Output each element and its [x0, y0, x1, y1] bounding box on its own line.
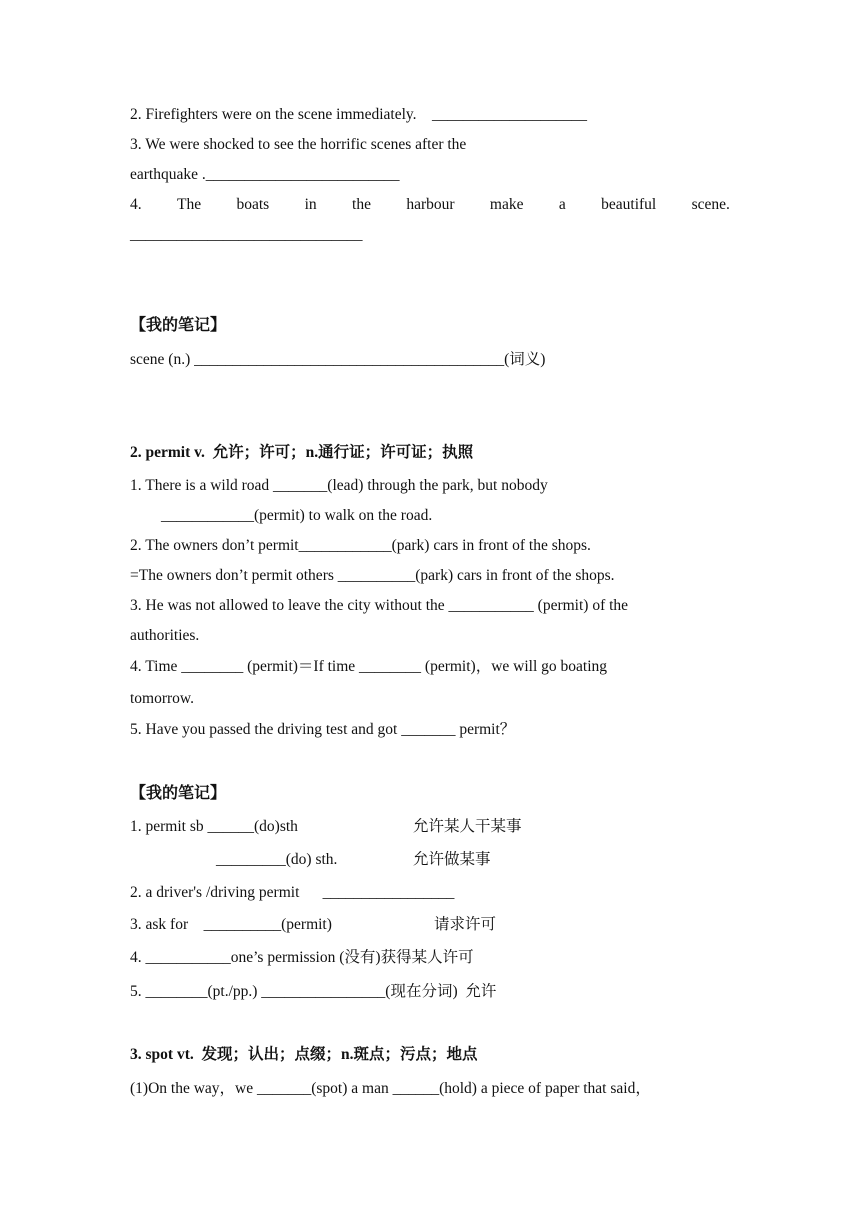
answer-blank: ______________________________: [130, 226, 363, 243]
exercise-line: tomorrow.: [130, 690, 194, 707]
word: boats: [236, 196, 270, 213]
justified-exercise-line: [130, 195, 730, 215]
word: the: [352, 196, 371, 213]
exercise-line: 1. There is a wild road _______(lead) through the park, but nobody: [130, 477, 548, 494]
exercise-line: 2. Firefighters were on the scene immediately. ____________________: [130, 106, 588, 123]
exercise-line: earthquake ._________________________: [130, 166, 400, 183]
exercise-line: 3. He was not allowed to leave the city without the ___________ (permit) of the: [130, 597, 629, 614]
section-heading: 3. spot vt. 发现；认出；点缀；n.斑点；污点；地点: [130, 1046, 478, 1063]
exercise-line: =The owners don’t permit others __________(park) cars in front of the shops.: [130, 567, 615, 584]
word: beautiful: [601, 196, 657, 213]
note-item-left: 2. a driver's /driving permit _________________: [130, 884, 455, 901]
note-item-left: 1. permit sb ______(do)sth: [130, 818, 298, 835]
note-heading: 【我的笔记】: [130, 783, 227, 802]
exercise-line: (1)On the way，we _______(spot) a man ______(hold) a piece of paper that said，: [130, 1080, 651, 1097]
note-item-meaning: 允许某人干某事: [413, 818, 522, 835]
word: harbour: [406, 196, 455, 213]
exercise-line: 4. Time ________ (permit)＝If time ________ (permit)，we will go boating: [130, 658, 608, 675]
note-item-meaning: 请求许可: [434, 916, 497, 933]
word: scene.: [691, 196, 730, 213]
note-line: scene (n.) ________________________________________(词义): [130, 351, 546, 368]
word: make: [489, 196, 524, 213]
note-heading: 【我的笔记】: [130, 315, 227, 334]
word: a: [558, 196, 566, 213]
note-item-meaning: 允许做某事: [413, 851, 491, 868]
note-item-left: 3. ask for __________(permit): [130, 916, 332, 933]
word: The: [177, 196, 202, 213]
section-heading: 2. permit v. 允许；许可；n.通行证；许可证；执照: [130, 444, 474, 461]
exercise-line: 2. The owners don’t permit____________(park) cars in front of the shops.: [130, 537, 591, 554]
exercise-line: ____________(permit) to walk on the road.: [130, 507, 433, 524]
note-item-left: _________(do) sth.: [216, 851, 338, 868]
exercise-line: authorities.: [130, 627, 200, 644]
exercise-line: 5. Have you passed the driving test and got _______ permit？: [130, 721, 516, 738]
exercise-line: 3. We were shocked to see the horrific scenes after the: [130, 136, 467, 153]
note-item-left: 4. ___________one’s permission (没有)获得某人许可: [130, 949, 474, 966]
word: 4.: [130, 196, 142, 213]
note-item-left: 5. ________(pt./pp.) ________________(现在分词) 允许: [130, 983, 497, 1000]
word: in: [304, 196, 317, 213]
